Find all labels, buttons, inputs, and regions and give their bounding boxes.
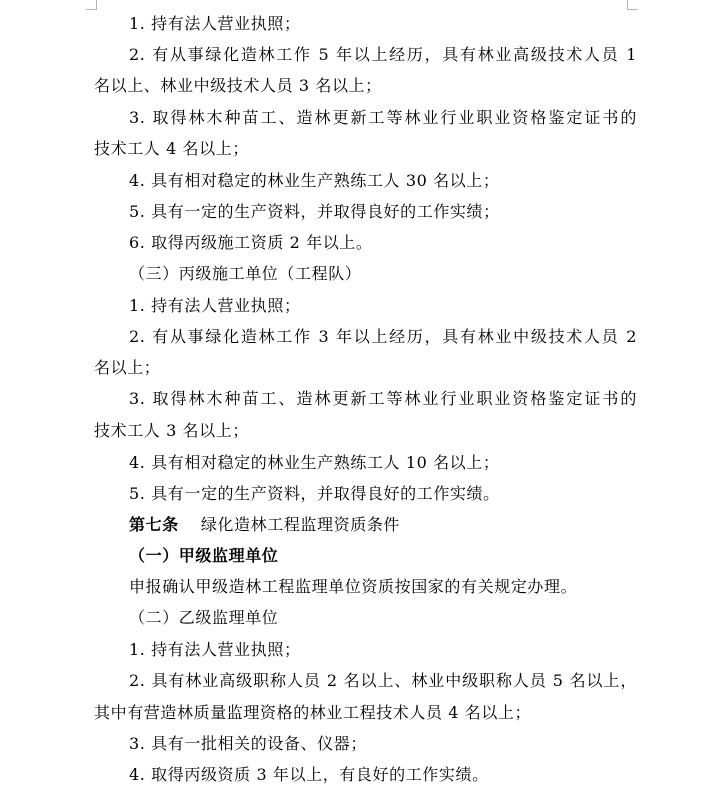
paragraph-line: 1. 持有法人营业执照； xyxy=(129,14,301,33)
paragraph-line: 2. 具有林业高级职称人员 2 名以上、林业中级职称人员 5 名以上， xyxy=(129,671,637,690)
paragraph-line: 5. 具有一定的生产资料，并取得良好的工作实绩。 xyxy=(129,484,500,503)
paragraph-line: 名以上、林业中级技术人员 3 名以上； xyxy=(94,76,382,95)
paragraph-line: 技术工人 3 名以上； xyxy=(94,421,249,440)
paragraph-line: 3. 具有一批相关的设备、仪器； xyxy=(129,734,367,753)
paragraph-line: 3. 取得林木种苗工、造林更新工等林业行业职业资格鉴定证书的 xyxy=(129,389,637,408)
paragraph-line: 申报确认甲级造林工程监理单位资质按国家的有关规定办理。 xyxy=(129,577,578,596)
paragraph-line: 技术工人 4 名以上； xyxy=(94,139,249,158)
article-title: 绿化造林工程监理资质条件 xyxy=(200,515,401,534)
section-heading: （三）丙级施工单位（工程队） xyxy=(129,264,362,283)
section-heading: （二）乙级监理单位 xyxy=(129,608,279,627)
paragraph-line: 4. 具有相对稳定的林业生产熟练工人 30 名以上； xyxy=(129,171,500,190)
paragraph-line: 6. 取得丙级施工资质 2 年以上。 xyxy=(129,233,373,252)
section-heading: （一）甲级监理单位 xyxy=(129,546,279,565)
paragraph-line: 5. 具有一定的生产资料，并取得良好的工作实绩； xyxy=(129,202,500,221)
paragraph-line: 2. 有从事绿化造林工作 3 年以上经历，具有林业中级技术人员 2 xyxy=(129,327,637,346)
paragraph-line: 4. 具有相对稳定的林业生产熟练工人 10 名以上； xyxy=(129,453,500,472)
paragraph-line: 名以上； xyxy=(94,358,161,377)
paragraph-line: 1. 持有法人营业执照； xyxy=(129,640,301,659)
paragraph-line: 3. 取得林木种苗工、造林更新工等林业行业职业资格鉴定证书的 xyxy=(129,108,637,127)
article-heading xyxy=(129,515,689,535)
paragraph-line: 1. 持有法人营业执照； xyxy=(129,296,301,315)
article-number: 第七条 xyxy=(129,515,179,534)
paragraph-line: 4. 取得丙级资质 3 年以上，有良好的工作实绩。 xyxy=(129,765,489,784)
paragraph-line: 2. 有从事绿化造林工作 5 年以上经历，具有林业高级技术人员 1 xyxy=(129,45,637,64)
paragraph-line: 其中有营造林质量监理资格的林业工程技术人员 4 名以上； xyxy=(94,703,532,722)
page-corner-mark-right xyxy=(627,0,638,10)
page-corner-mark-left xyxy=(86,0,97,10)
